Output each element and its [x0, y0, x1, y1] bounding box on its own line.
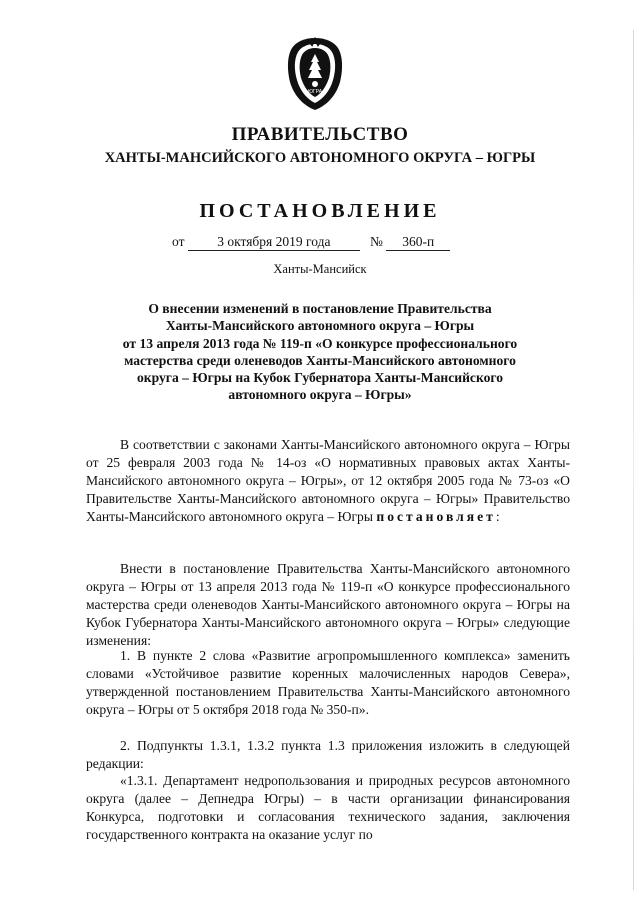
resolves-word: постановляет: [376, 508, 496, 524]
preamble-colon: :: [495, 508, 500, 524]
item-1-text: 1. В пункте 2 слова «Развитие агропромышленного комплекса» заменить словами «Устойчивое развитие коренных малочисленных народов Севера», утвержденной постановлением Правительства Ханты-Мансийского автономного округа – Югры от 5 октября 2018 года № 350-п».: [86, 648, 570, 717]
place-of-issue: Ханты-Мансийск: [273, 262, 367, 276]
document-number: 360-п: [386, 234, 450, 251]
item-2-paragraph: [86, 737, 570, 773]
amend-intro-paragraph: [86, 560, 570, 650]
subject-line: округа – Югры на Кубок Губернатора Ханты-Мансийского: [136, 370, 504, 386]
subitem-1-3-1-paragraph: [86, 772, 570, 844]
item-2-text: 2. Подпункты 1.3.1, 1.3.2 пункта 1.3 приложения изложить в следующей редакции:: [86, 738, 570, 771]
preamble-paragraph: [86, 436, 570, 526]
government-subtitle: ХАНТЫ-МАНСИЙСКОГО АВТОНОМНОГО ОКРУГА – ЮГРЫ: [104, 150, 536, 166]
subitem-1-3-1-text: «1.3.1. Департамент недропользования и природных ресурсов автономного округа (далее – Депнедра Югры) – в части организации финансирования Конкурса, подготовки и согласования технического задания, заключения государственного контракта на оказание услуг по: [86, 773, 570, 842]
subject-line: от 13 апреля 2013 года № 119-п «О конкурсе профессионального: [122, 335, 518, 351]
date-prefix: от: [172, 234, 185, 249]
coat-of-arms-emblem: [284, 36, 346, 112]
subject-line: мастерства среди оленеводов Ханты-Мансийского автономного: [124, 352, 516, 368]
date-number-line: [172, 234, 450, 251]
document-type: ПОСТАНОВЛЕНИЕ: [199, 200, 441, 222]
subject-line: Ханты-Мансийского автономного округа – Югры: [165, 318, 475, 334]
amend-intro-text: Внести в постановление Правительства Ханты-Мансийского автономного округа – Югры от 13 апреля 2013 года № 119-п «О конкурсе профессионального мастерства среди оленеводов Ханты-Мансийского автономного округа – Югры на Кубок Губернатора Ханты-Мансийского автономного округа – Югры» следующие изменения:: [86, 561, 570, 648]
government-title: ПРАВИТЕЛЬСТВО: [231, 124, 409, 145]
number-prefix: №: [369, 234, 383, 249]
document-date: 3 октября 2019 года: [188, 234, 360, 251]
item-1-paragraph: [86, 647, 570, 719]
preamble-text: В соответствии с законами Ханты-Мансийского автономного округа – Югры от 25 февраля 2003 года № 14-оз «О нормативных правовых актах Ханты-Мансийского автономного округа – Югры», от 12 октября 2005 года № 73-оз «О Правительстве Ханты-Мансийского автономного округа – Югры» Правительство Ханты-Мансийского автономного округа – Югры: [86, 437, 570, 524]
emblem-caption: ЮГРА: [307, 89, 323, 95]
subject-line: автономного округа – Югры»: [228, 387, 412, 403]
subject-line: О внесении изменений в постановление Правительства: [148, 301, 492, 316]
document-subject: [90, 300, 550, 404]
